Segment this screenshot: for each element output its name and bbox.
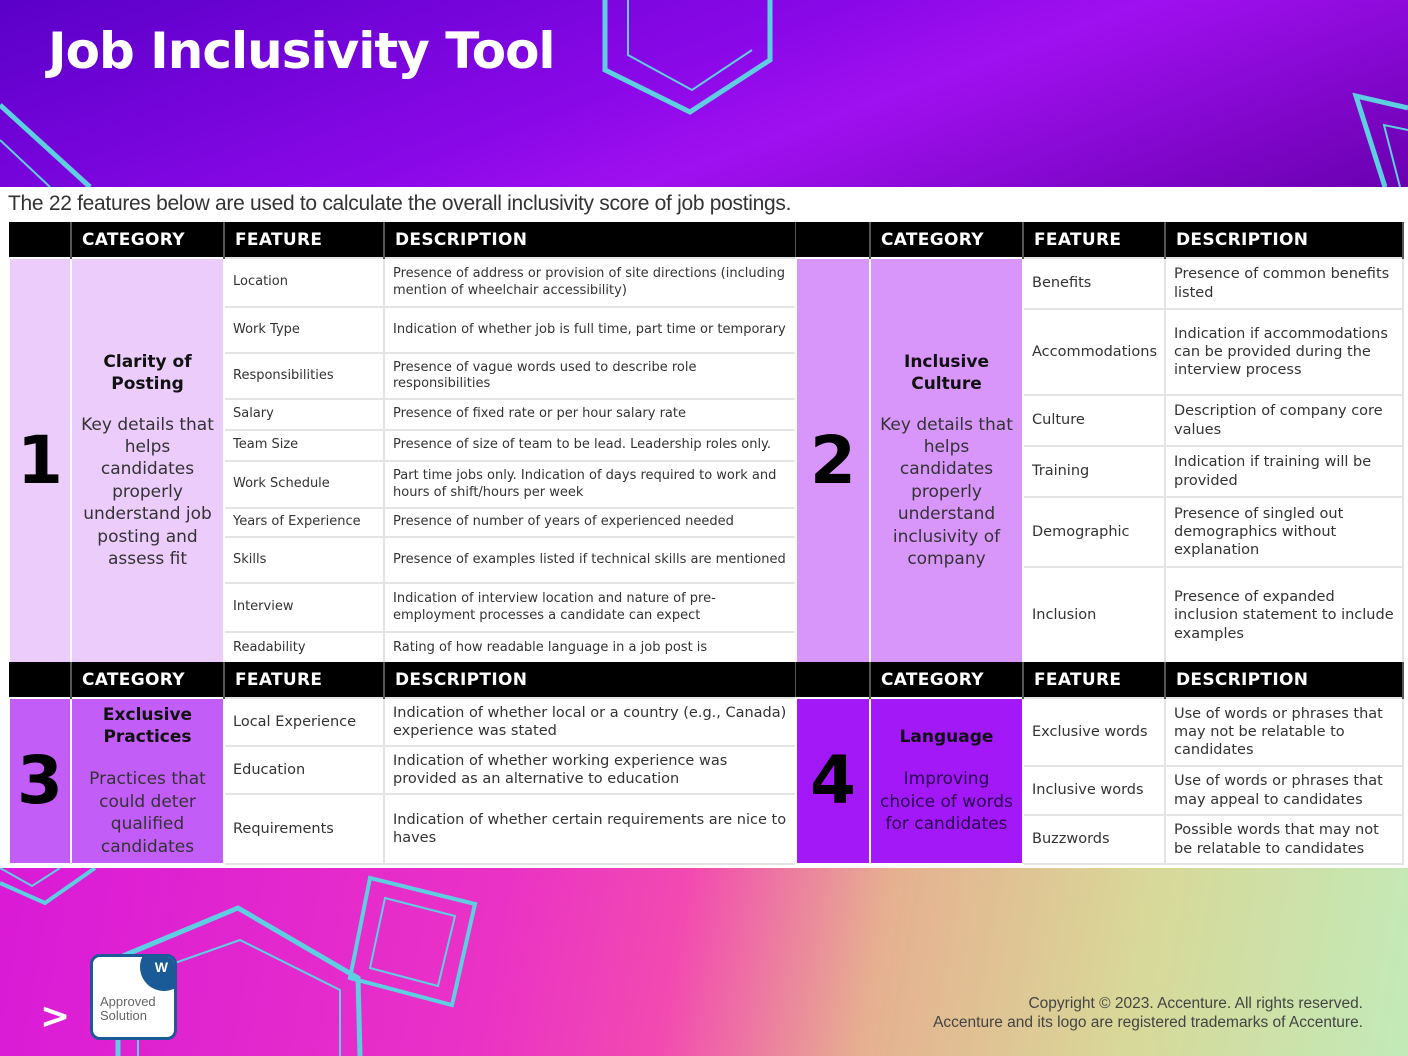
feature-description: Use of words or phrases that may not be relatable to candidates	[1165, 698, 1403, 766]
category-table-1	[8, 222, 797, 665]
header-description: DESCRIPTION	[1165, 662, 1403, 698]
feature-name: Responsibilities	[224, 353, 384, 399]
table-header-row	[9, 222, 796, 258]
category-number: 3	[9, 698, 71, 864]
category-summary: Key details that helps candidates properly understand inclusivity of company	[880, 414, 1013, 570]
feature-description: Use of words or phrases that may appeal to candidates	[1165, 766, 1403, 815]
feature-description: Indication if training will be provided	[1165, 446, 1403, 497]
category-title: Language	[899, 727, 994, 748]
header-description: DESCRIPTION	[1165, 222, 1403, 258]
feature-name: Work Type	[224, 307, 384, 353]
header-category: CATEGORY	[71, 222, 224, 258]
copyright-line-2: Accenture and its logo are registered trademarks of Accenture.	[933, 1014, 1363, 1032]
category-title: Inclusive Culture	[904, 352, 989, 395]
copyright-notice	[933, 994, 1363, 1033]
feature-name: Team Size	[224, 430, 384, 461]
feature-description: Indication if accommodations can be provided during the interview process	[1165, 309, 1403, 395]
feature-name: Exclusive words	[1023, 698, 1165, 766]
feature-name: Years of Experience	[224, 508, 384, 537]
feature-name: Skills	[224, 537, 384, 583]
header-number	[9, 222, 71, 258]
feature-description: Presence of fixed rate or per hour salary rate	[384, 399, 796, 430]
feature-name: Local Experience	[224, 698, 384, 746]
category-summary: Improving choice of words for candidates	[880, 769, 1013, 835]
page-title: Job Inclusivity Tool	[48, 22, 555, 80]
feature-description: Presence of examples listed if technical skills are mentioned	[384, 537, 796, 583]
badge-icon-letter: W	[154, 959, 168, 975]
feature-description: Indication of interview location and nature of pre-employment processes a candidate can expect	[384, 583, 796, 632]
header-banner	[0, 0, 1408, 187]
header-category: CATEGORY	[870, 662, 1023, 698]
feature-description: Part time jobs only. Indication of days required to work and hours of shift/hours per week	[384, 461, 796, 508]
header-feature: FEATURE	[224, 662, 384, 698]
category-table-2	[795, 222, 1404, 665]
feature-name: Location	[224, 258, 384, 307]
category-cell	[71, 258, 224, 664]
header-number	[9, 662, 71, 698]
category-number: 4	[796, 698, 870, 864]
feature-description: Rating of how readable language in a job post is	[384, 632, 796, 664]
category-summary: Key details that helps candidates properly understand job posting and assess fit	[81, 414, 214, 570]
feature-name: Inclusion	[1023, 567, 1165, 664]
badge-line-2: Solution	[100, 1007, 147, 1023]
approved-solution-badge	[90, 954, 177, 1040]
footer-banner	[0, 868, 1408, 1056]
feature-description: Indication of whether working experience was provided as an alternative to education	[384, 746, 796, 794]
feature-description: Presence of number of years of experienced needed	[384, 508, 796, 537]
badge-line-1: Approved	[100, 994, 156, 1009]
feature-description: Presence of address or provision of site directions (including mention of wheelchair accessibility)	[384, 258, 796, 307]
category-number: 1	[9, 258, 71, 664]
header-feature: FEATURE	[224, 222, 384, 258]
feature-name: Buzzwords	[1023, 815, 1165, 864]
table-header-row	[796, 662, 1403, 698]
feature-description: Presence of expanded inclusion statement to include examples	[1165, 567, 1403, 664]
accenture-logo-icon: >	[40, 996, 71, 1037]
badge-text	[100, 995, 156, 1022]
feature-description: Indication of whether certain requirements are nice to haves	[384, 794, 796, 864]
feature-name: Culture	[1023, 395, 1165, 446]
feature-name: Education	[224, 746, 384, 794]
category-table-3	[8, 662, 797, 865]
category-table-4	[795, 662, 1404, 865]
table-header-row	[9, 662, 796, 698]
feature-name: Work Schedule	[224, 461, 384, 508]
feature-name: Interview	[224, 583, 384, 632]
copyright-line-1: Copyright © 2023. Accenture. All rights reserved.	[1028, 995, 1363, 1012]
category-title: Clarity of Posting	[103, 352, 192, 395]
table-row	[796, 698, 1403, 766]
category-cell	[71, 698, 224, 864]
header-category: CATEGORY	[870, 222, 1023, 258]
header-number	[796, 662, 870, 698]
feature-name: Inclusive words	[1023, 766, 1165, 815]
feature-description: Indication of whether job is full time, part time or temporary	[384, 307, 796, 353]
feature-description: Description of company core values	[1165, 395, 1403, 446]
header-description: DESCRIPTION	[384, 222, 796, 258]
header-category: CATEGORY	[71, 662, 224, 698]
table-header-row	[796, 222, 1403, 258]
table-row	[9, 258, 796, 307]
feature-name: Readability	[224, 632, 384, 664]
table-row	[9, 698, 796, 746]
category-cell	[870, 258, 1023, 664]
header-feature: FEATURE	[1023, 222, 1165, 258]
intro-text: The 22 features below are used to calculate the overall inclusivity score of job postings.	[8, 192, 792, 215]
header-number	[796, 222, 870, 258]
category-cell	[870, 698, 1023, 864]
feature-description: Presence of common benefits listed	[1165, 258, 1403, 309]
feature-description: Presence of singled out demographics without explanation	[1165, 497, 1403, 567]
feature-name: Benefits	[1023, 258, 1165, 309]
feature-description: Presence of vague words used to describe role responsibilities	[384, 353, 796, 399]
header-description: DESCRIPTION	[384, 662, 796, 698]
feature-name: Salary	[224, 399, 384, 430]
feature-description: Indication of whether local or a country (e.g., Canada) experience was stated	[384, 698, 796, 746]
feature-description: Possible words that may not be relatable to candidates	[1165, 815, 1403, 864]
category-number: 2	[796, 258, 870, 664]
category-title: Exclusive Practices	[102, 705, 193, 748]
feature-name: Requirements	[224, 794, 384, 864]
category-summary: Practices that could deter qualified candidates	[89, 769, 206, 857]
feature-name: Demographic	[1023, 497, 1165, 567]
table-row	[796, 258, 1403, 309]
header-feature: FEATURE	[1023, 662, 1165, 698]
feature-name: Accommodations	[1023, 309, 1165, 395]
feature-name: Training	[1023, 446, 1165, 497]
feature-description: Presence of size of team to be lead. Leadership roles only.	[384, 430, 796, 461]
